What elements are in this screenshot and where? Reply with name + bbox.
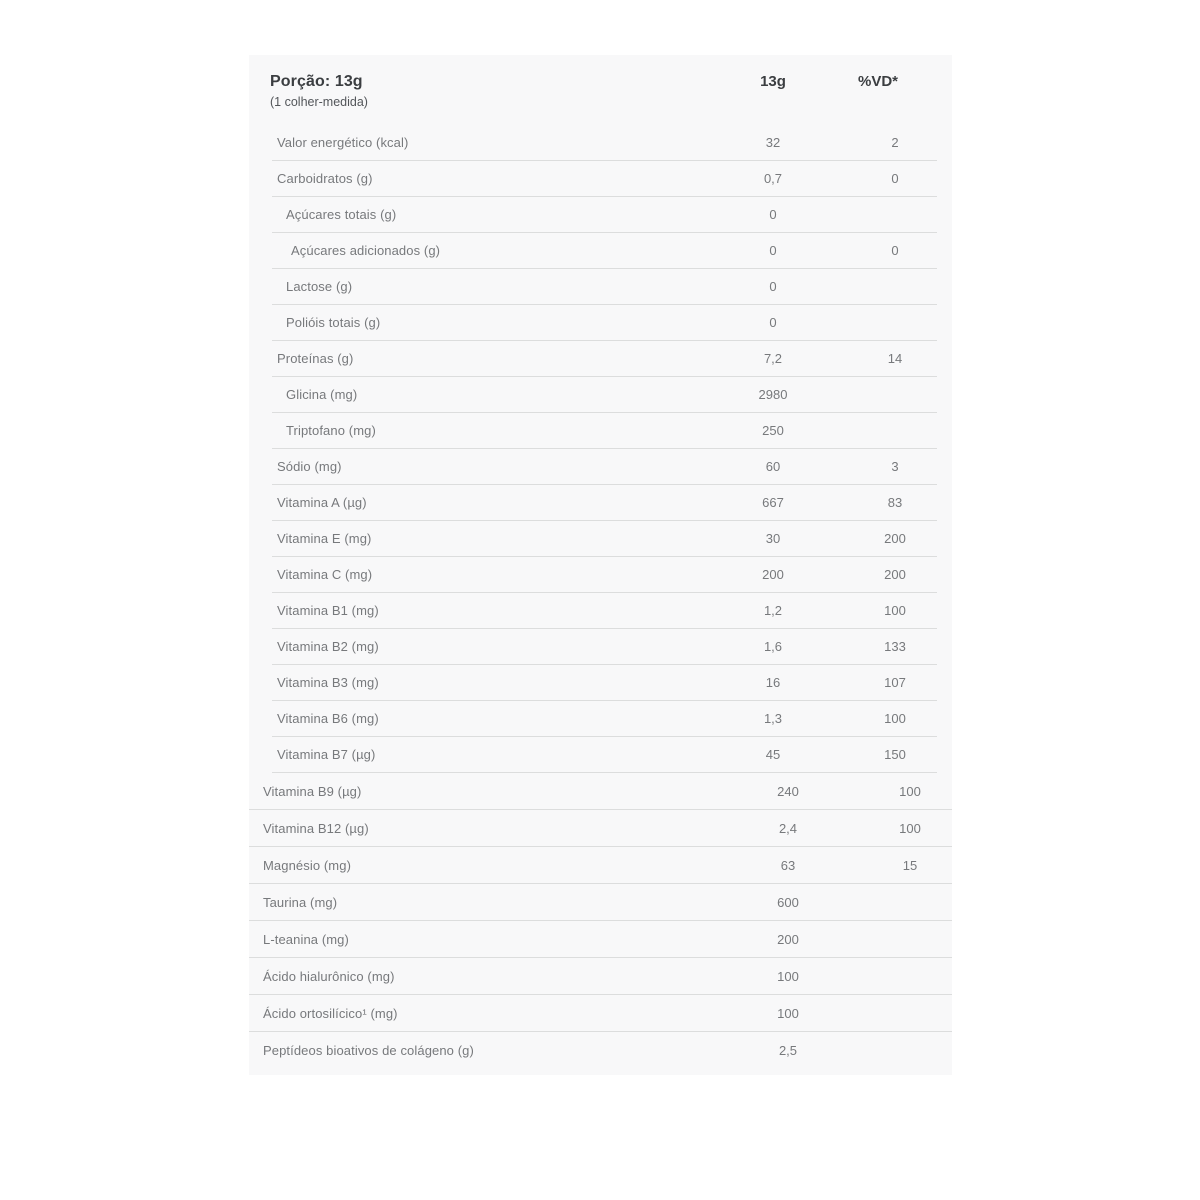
nutrient-label: Glicina (mg)	[286, 387, 358, 402]
nutrient-amount: 7,2	[763, 351, 783, 366]
nutrient-amount: 667	[762, 495, 784, 510]
nutrient-label: Proteínas (g)	[277, 351, 354, 366]
serving-info	[270, 71, 693, 111]
nutrient-vd-percent: 200	[884, 531, 906, 546]
nutrient-label: Carboidratos (g)	[277, 171, 373, 186]
nutrient-amount: 0	[769, 207, 777, 222]
nutrient-amount: 0,7	[763, 171, 783, 186]
nutrient-label: Vitamina B1 (mg)	[277, 603, 379, 618]
nutrient-vd-percent: 0	[891, 243, 899, 258]
nutrient-amount: 250	[762, 423, 784, 438]
table-row	[249, 921, 952, 958]
nutrient-vd-percent: 100	[899, 820, 921, 836]
nutrient-amount: 30	[765, 531, 781, 546]
nutrient-label: Vitamina B3 (mg)	[277, 675, 379, 690]
column-header-vd	[853, 71, 937, 93]
nutrient-label: Vitamina B6 (mg)	[277, 711, 379, 726]
nutrient-amount: 16	[765, 675, 781, 690]
table-row	[249, 995, 952, 1032]
nutrition-facts-panel	[249, 55, 952, 1075]
table-row	[272, 557, 937, 593]
nutrient-amount: 60	[765, 459, 781, 474]
table-row	[272, 521, 937, 557]
nutrient-vd-percent: 83	[887, 495, 903, 510]
nutrient-amount: 1,2	[763, 603, 783, 618]
nutrient-vd-percent: 107	[884, 675, 906, 690]
table-row	[272, 737, 937, 773]
table-row	[249, 847, 952, 884]
table-row	[272, 269, 937, 305]
column-header-amount: 13g	[760, 73, 786, 90]
nutrient-vd-percent: 100	[884, 711, 906, 726]
table-row	[272, 701, 937, 737]
nutrient-label: Sódio (mg)	[277, 459, 342, 474]
nutrient-vd-percent: 3	[891, 459, 899, 474]
table-row	[272, 629, 937, 665]
nutrient-label: Valor energético (kcal)	[277, 135, 409, 150]
table-row	[272, 485, 937, 521]
nutrient-label: Taurina (mg)	[263, 894, 338, 910]
nutrient-label: Magnésio (mg)	[263, 857, 351, 873]
table-row	[272, 125, 937, 161]
nutrient-vd-percent: 200	[884, 567, 906, 582]
nutrient-label: Vitamina B12 (µg)	[263, 820, 369, 836]
nutrient-amount: 200	[762, 567, 784, 582]
nutrient-amount: 63	[780, 857, 796, 873]
table-row	[249, 958, 952, 995]
nutrient-vd-percent: 15	[902, 857, 918, 873]
nutrient-label: Açúcares totais (g)	[286, 207, 397, 222]
nutrient-label: L-teanina (mg)	[263, 931, 349, 947]
nutrient-label: Vitamina C (mg)	[277, 567, 373, 582]
table-row	[272, 413, 937, 449]
nutrient-vd-percent: 150	[884, 747, 906, 762]
nutrient-amount: 200	[777, 931, 799, 947]
table-header	[249, 55, 952, 119]
serving-measure-label: (1 colher-medida)	[270, 95, 368, 109]
nutrient-amount: 0	[769, 279, 777, 294]
table-row	[272, 449, 937, 485]
nutrient-label: Vitamina E (mg)	[277, 531, 372, 546]
table-row	[249, 773, 952, 810]
nutrient-vd-percent: 100	[884, 603, 906, 618]
nutrient-amount: 600	[777, 894, 799, 910]
nutrient-label: Lactose (g)	[286, 279, 353, 294]
nutrient-amount: 2980	[758, 387, 788, 402]
nutrient-label: Vitamina B2 (mg)	[277, 639, 379, 654]
nutrient-label: Triptofano (mg)	[286, 423, 376, 438]
nutrient-vd-percent: 14	[887, 351, 903, 366]
nutrient-label: Vitamina B7 (µg)	[277, 747, 376, 762]
nutrient-amount: 2,4	[778, 820, 798, 836]
table-row	[272, 377, 937, 413]
table-section-main	[272, 125, 937, 773]
table-row	[272, 593, 937, 629]
table-section-extra	[249, 773, 952, 1069]
nutrient-label: Ácido ortosilícico¹ (mg)	[263, 1005, 398, 1021]
table-row	[272, 197, 937, 233]
nutrient-vd-percent: 0	[891, 171, 899, 186]
nutrient-amount: 32	[765, 135, 781, 150]
nutrient-amount: 100	[777, 968, 799, 984]
nutrient-amount: 2,5	[778, 1043, 798, 1058]
nutrient-amount: 0	[769, 315, 777, 330]
nutrient-label: Ácido hialurônico (mg)	[263, 968, 395, 984]
nutrient-label: Vitamina B9 (µg)	[263, 783, 362, 799]
nutrient-amount: 100	[777, 1005, 799, 1021]
nutrient-label: Polióis totais (g)	[286, 315, 381, 330]
table-row	[249, 1032, 952, 1069]
nutrient-label: Peptídeos bioativos de colágeno (g)	[263, 1043, 474, 1058]
nutrient-amount: 1,6	[763, 639, 783, 654]
serving-size-label: Porção: 13g	[270, 73, 363, 90]
nutrient-vd-percent: 2	[891, 135, 899, 150]
table-row	[249, 884, 952, 921]
table-row	[272, 161, 937, 197]
nutrient-amount: 240	[777, 783, 799, 799]
nutrient-amount: 45	[765, 747, 781, 762]
nutrient-amount: 0	[769, 243, 777, 258]
nutrient-label: Vitamina A (µg)	[277, 495, 367, 510]
table-row	[249, 810, 952, 847]
nutrient-vd-percent: 133	[884, 639, 906, 654]
table-row	[272, 305, 937, 341]
nutrient-label: Açúcares adicionados (g)	[291, 243, 441, 258]
table-row	[272, 665, 937, 701]
nutrient-vd-percent: 100	[899, 783, 921, 799]
column-header-vd-label: %VD*	[857, 73, 898, 90]
table-row	[272, 341, 937, 377]
table-row	[272, 233, 937, 269]
nutrient-amount: 1,3	[763, 711, 783, 726]
